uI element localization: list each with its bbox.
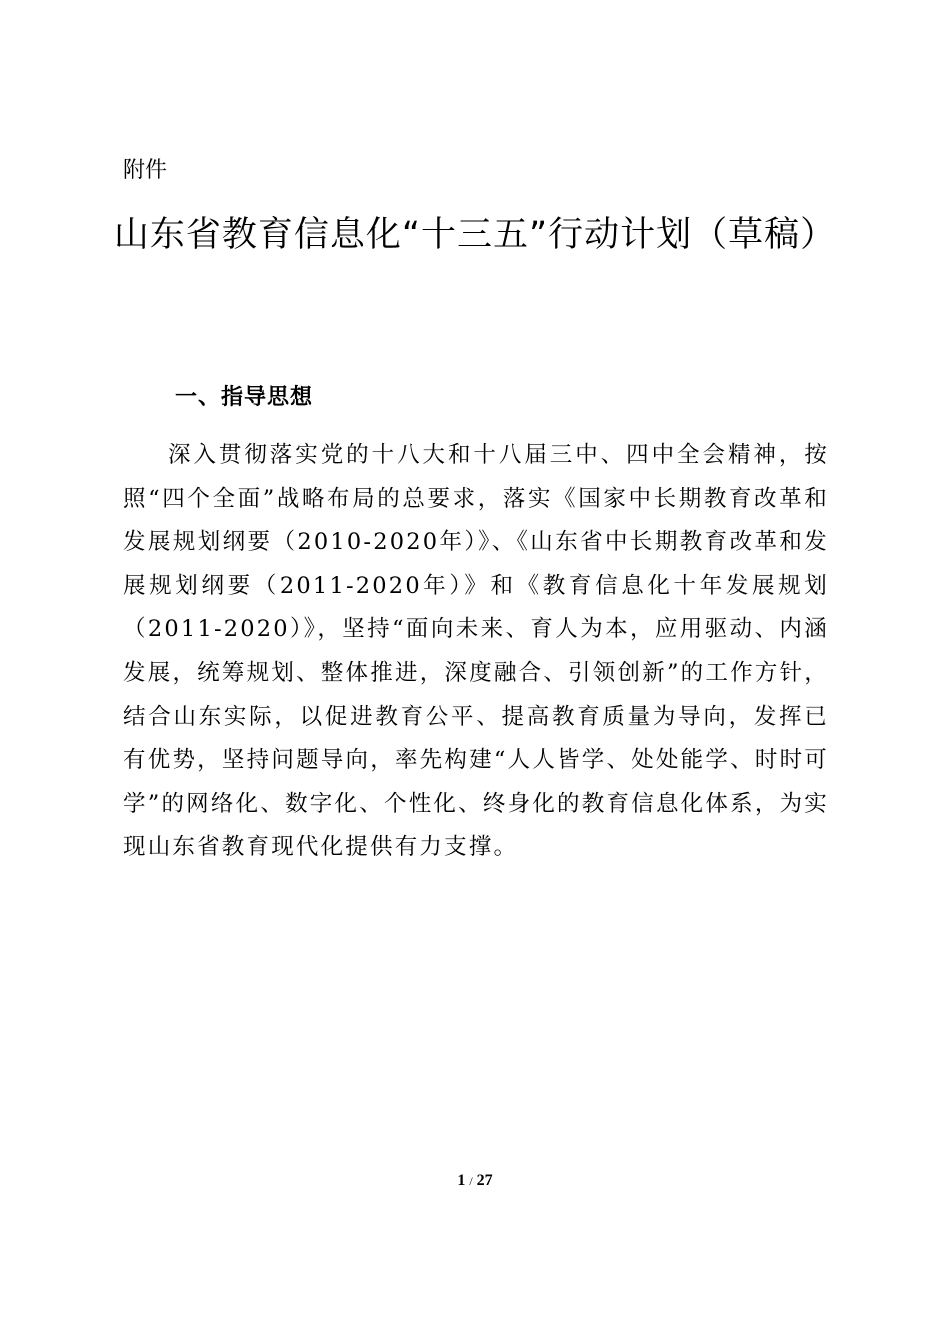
section-heading: 一、指导思想: [175, 385, 314, 410]
page-separator: /: [469, 1174, 473, 1188]
page-number: [0, 1170, 950, 1192]
page-total: 27: [476, 1172, 493, 1189]
document-title: 山东省教育信息化“十三五”行动计划（草稿）: [113, 215, 837, 255]
attachment-label: 附件: [123, 158, 168, 183]
page-current: 1: [457, 1172, 466, 1189]
body-paragraph: 深入贯彻落实党的十八大和十八届三中、四中全会精神，按照“四个全面”战略布局的总要求，落实《国家中长期教育改革和发展规划纲要（2010-2020年）》、《山东省中长期教育改革和发展规划纲要（2011-2020年）》和《教育信息化十年发展规划（2011-2020）》，坚持“面向未来、育人为本，应用驱动、内涵发展，统筹规划、整体推进，深度融合、引领创新”的工作方针，结合山东实际，以促进教育公平、提高教育质量为导向，发挥已有优势，坚持问题导向，率先构建“人人皆学、处处能学、时时可学”的网络化、数字化、个性化、终身化的教育信息化体系，为实现山东省教育现代化提供有力支撑。: [123, 442, 829, 861]
